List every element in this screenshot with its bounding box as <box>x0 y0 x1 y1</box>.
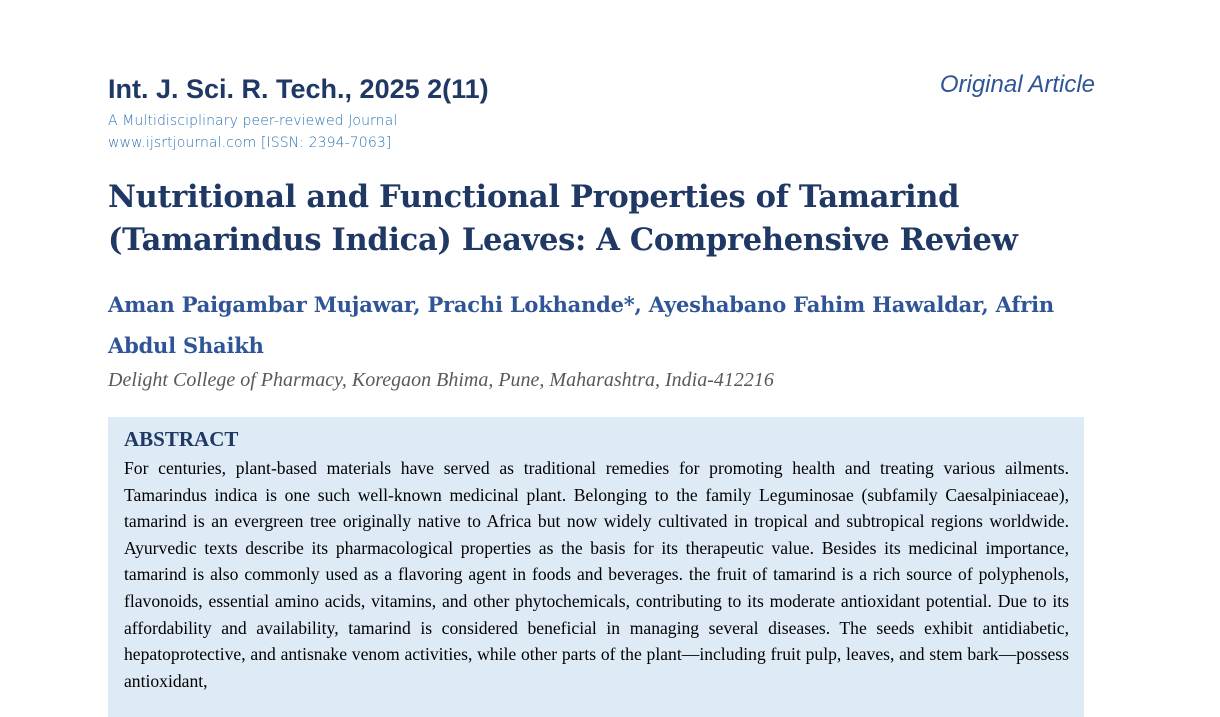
journal-subtitle: A Multidisciplinary peer-reviewed Journal <box>108 113 398 129</box>
journal-url-issn: www.ijsrtjournal.com [ISSN: 2394-7063] <box>108 135 392 151</box>
article-type-label: Original Article <box>939 71 1095 98</box>
abstract-box <box>108 417 1084 717</box>
abstract-heading: ABSTRACT <box>124 427 239 451</box>
author-list: Aman Paigambar Mujawar, Prachi Lokhande*, Ayeshabano Fahim Hawaldar, Afrin Abdul Shaikh <box>108 292 1054 358</box>
abstract-text: For centuries, plant-based materials have served as traditional remedies for promoting health and treating various ailments. Tamarindus indica is one such well-known medicinal plant. Belonging to the family Leguminosae (subfamily Caesalpiniaceae), tamarind is an evergreen tree originally native to Africa but now widely cultivated in tropical and subtropical regions worldwide. Ayurvedic texts describe its pharmacological properties as the basis for its therapeutic value. Besides its medicinal importance, tamarind is also commonly used as a flavoring agent in foods and beverages. the fruit of tamarind is a rich source of polyphenols, flavonoids, essential amino acids, vitamins, and other phytochemicals, contributing to its moderate antioxidant potential. Due to its affordability and availability, tamarind is considered beneficial in managing several diseases. The seeds exhibit antidiabetic, hepatoprotective, and antisnake venom activities, while other parts of the plant—including fruit pulp, leaves, and stem bark—possess antioxidant, <box>124 458 1069 691</box>
journal-title: Int. J. Sci. R. Tech., 2025 2(11) <box>108 74 489 104</box>
affiliation: Delight College of Pharmacy, Koregaon Bhima, Pune, Maharashtra, India-412216 <box>108 369 774 391</box>
paper-title: Nutritional and Functional Properties of Tamarind (Tamarindus Indica) Leaves: A Comprehensive Review <box>108 179 1018 258</box>
